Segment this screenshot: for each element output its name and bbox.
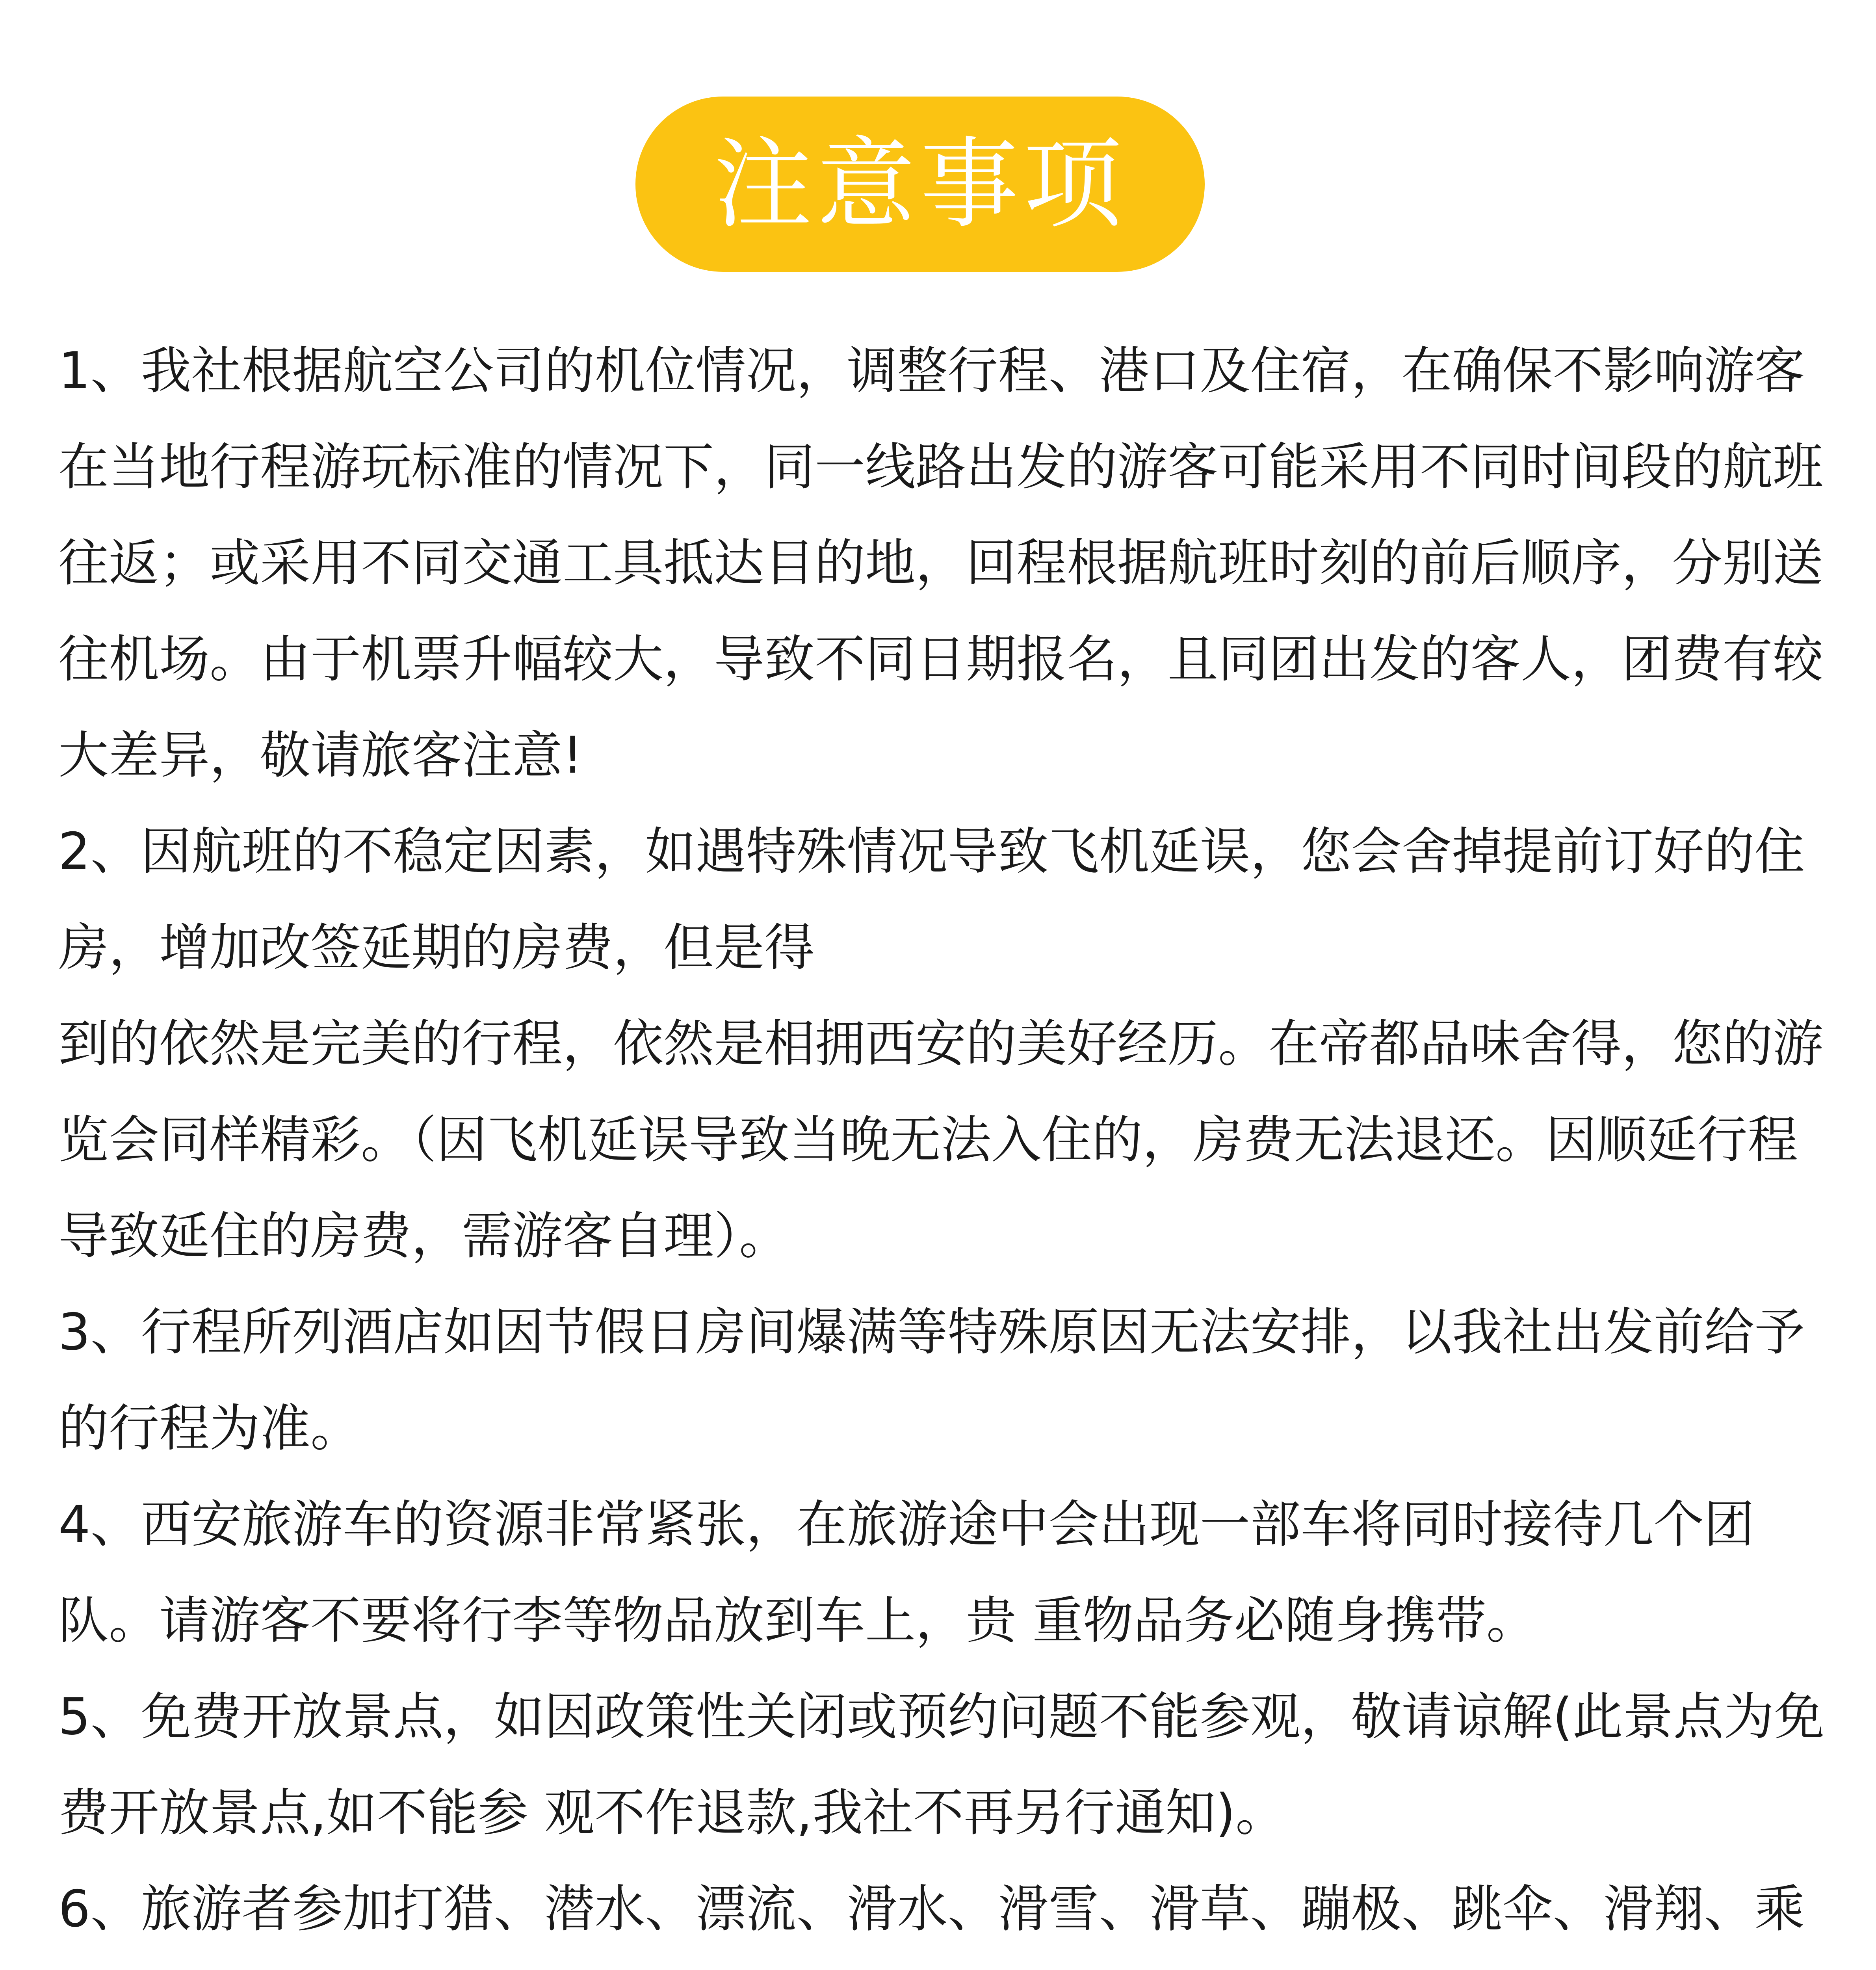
note-item-5: 5、免费开放景点，如因政策性关闭或预约问题不能参观，敬请谅解(此景点为免费开放景点,如不能参 观不作退款,我社不再另行通知)。 — [58, 1688, 1825, 1842]
page-title: 注意事项 — [713, 126, 1127, 242]
notes-list — [58, 323, 1831, 1970]
note-item-4: 4、西安旅游车的资源非常紧张，在旅游途中会出现一部车将同时接待几个团队。请游客不要将行李等物品放到车上，贵 重物品务必随身携带。 — [58, 1495, 1755, 1650]
title-badge — [635, 97, 1205, 272]
note-item-6: 6、旅游者参加打猎、潜水、漂流、滑水、滑雪、滑草、蹦极、跳伞、滑翔、乘 — [58, 1880, 1805, 1938]
note-item-2-continued: 到的依然是完美的行程，依然是相拥西安的美好经历。在帝都品味舍得，您的游览会同样精彩。（因飞机延误导致当晚无法入住的，房费无法退还。因顺延行程导致延住的房费，需游客自理）。 — [58, 1015, 1824, 1266]
note-item-1: 1、我社根据航空公司的机位情况，调整行程、港口及住宿，在确保不影响游客在当地行程游玩标准的情况下，同一线路出发的游客可能采用不同时间段的航班往返；或采用不同交通工具抵达目的地，回程根据航班时刻的前后顺序，分别送往机场。由于机票升幅较大，导致不同日期报名，且同团出发的客人，团费有较大差异，敬请旅客注意! — [58, 342, 1824, 785]
note-item-3: 3、行程所列酒店如因节假日房间爆满等特殊原因无法安排，以我社出发前给予的行程为准。 — [58, 1303, 1805, 1458]
note-item-2: 2、因航班的不稳定因素，如遇特殊情况导致飞机延误，您会舍掉提前订好的住房，增加改签延期的房费，但是得 — [58, 822, 1805, 977]
